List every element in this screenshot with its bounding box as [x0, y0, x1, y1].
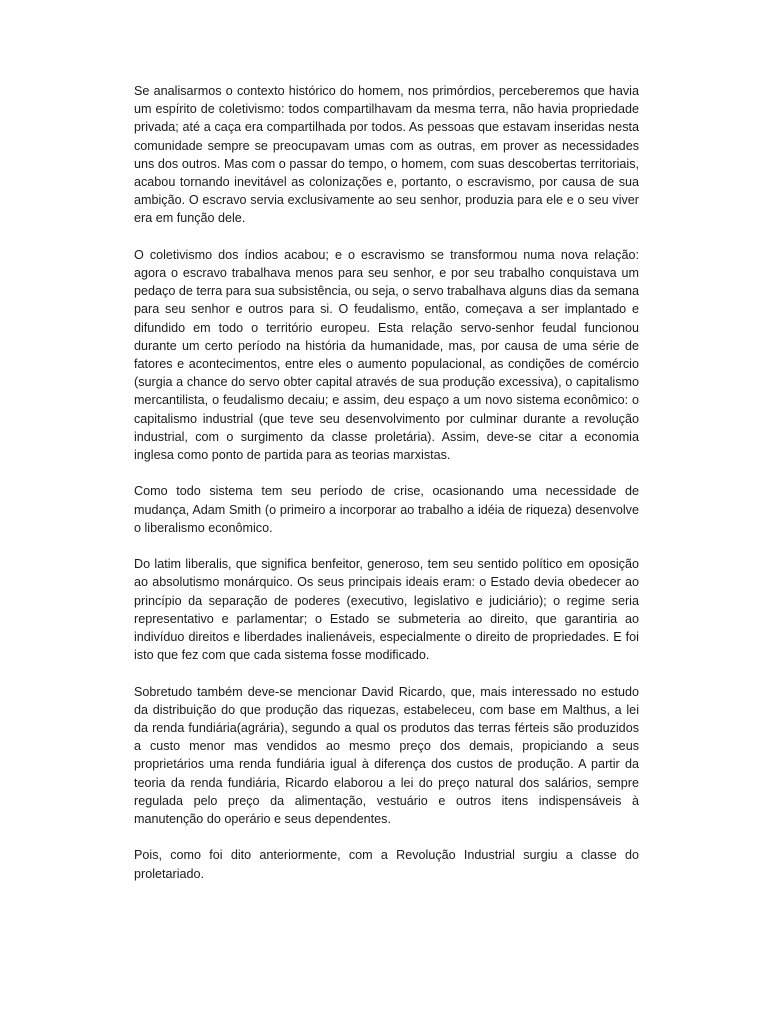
paragraph-revolucao-industrial: Pois, como foi dito anteriormente, com a Revolução Industrial surgiu a classe do proletariado. [134, 848, 639, 881]
paragraph-david-ricardo: Sobretudo também deve-se mencionar David Ricardo, que, mais interessado no estudo da distribuição do que produção das riquezas, estabeleceu, com base em Malthus, a lei da renda fundiária(agrária), segundo a qual os produtos das terras férteis são produzidos a custo menor mas vendidos ao mesmo preço dos demais, propiciando a seus proprietários uma renda fundiária igual à diferença dos custos de produção. A partir da teoria da renda fundiária, Ricardo elaborou a lei do preço natural dos salários, sempre regulada pelo preço da alimentação, vestuário e outros itens indispensáveis à manutenção do operário e seus dependentes. [134, 684, 639, 827]
paragraph-feudalismo: O coletivismo dos índios acabou; e o escravismo se transformou numa nova relação: agora o escravo trabalhava menos para seu senhor, e por seu trabalho conquistava um pedaço de terra para sua subsistência, ou seja, o servo trabalhava alguns dias da semana para seu senhor e outros para si. O feudalismo, então, começava a ser implantado e difundido em todo o território europeu. Esta relação servo-senhor feudal funcionou durante um certo período na história da humanidade, mas, por causa de uma série de fatores e acontecimentos, entre eles o aumento populacional, as condições de comércio (surgia a chance do servo obter capital através de sua produção excessiva), o capitalismo mercantilista, o feudalismo decaiu; e assim, deu espaço a um novo sistema econômico: o capitalismo industrial (que teve seu desenvolvimento por culminar durante a revolução industrial, com o surgimento da classe proletária). Assim, deve-se citar a economia inglesa como ponto de partida para as teorias marxistas. [134, 247, 639, 463]
paragraph-liberalismo: Do latim liberalis, que significa benfeitor, generoso, tem seu sentido político em oposição ao absolutismo monárquico. Os seus principais ideais eram: o Estado devia obedecer ao princípio da separação de poderes (executivo, legislativo e judiciário); o regime seria representativo e parlamentar; o Estado se submeteria ao direito, que garantiria ao indivíduo direitos e liberdades inalienáveis, especialmente o direito de propriedades. E foi isto que fez com que cada sistema fosse modificado. [134, 557, 639, 663]
document-body [134, 82, 639, 883]
paragraph-adam-smith: Como todo sistema tem seu período de crise, ocasionando uma necessidade de mudança, Adam Smith (o primeiro a incorporar ao trabalho a idéia de riqueza) desenvolve o liberalismo econômico. [134, 484, 639, 535]
paragraph-coletivismo-primordios: Se analisarmos o contexto histórico do homem, nos primórdios, perceberemos que havia um espírito de coletivismo: todos compartilhavam da mesma terra, não havia propriedade privada; até a caça era compartilhada por todos. As pessoas que estavam inseridas nesta comunidade sempre se preocupavam umas com as outras, em prover as necessidades uns dos outros. Mas com o passar do tempo, o homem, com suas descobertas territoriais, acabou tornando inevitável as colonizações e, portanto, o escravismo, por causa de sua ambição. O escravo servia exclusivamente ao seu senhor, produzia para ele e o seu viver era em função dele. [134, 84, 639, 226]
